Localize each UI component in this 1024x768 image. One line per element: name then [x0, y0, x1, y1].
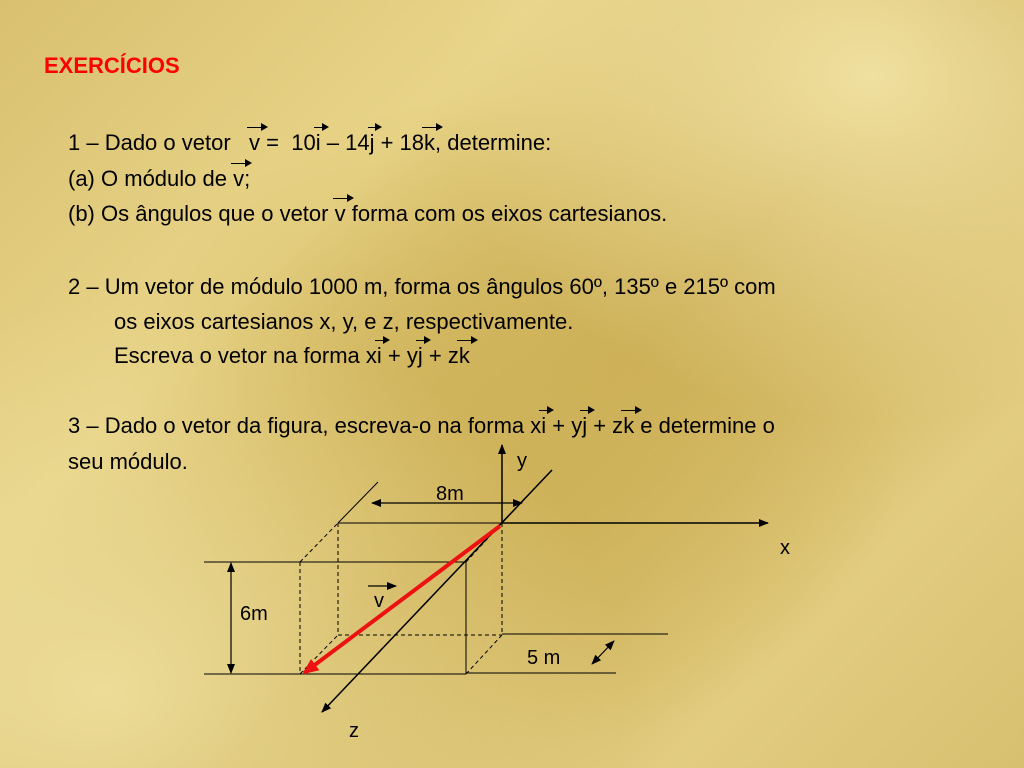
ex2-plus-y: + y — [381, 343, 418, 368]
ex3-plus-z: + z — [587, 413, 624, 438]
ex1-a-text: O módulo de — [101, 166, 227, 191]
ex2-unit-k: k — [458, 343, 470, 368]
axis-z-label: z — [349, 720, 359, 742]
ex2-line2: os eixos cartesianos x, y, e z, respectivamente. — [114, 309, 574, 334]
ex1-unit-i: i — [315, 130, 321, 155]
dim-8m-label: 8m — [436, 483, 464, 505]
dim-5m-label: 5 m — [527, 647, 561, 669]
ex1-tail: , determine: — [435, 130, 552, 155]
ex1-equals: = — [266, 130, 279, 155]
dim-6m-label: 6m — [240, 603, 268, 625]
ex3-unit-k: k — [623, 413, 635, 438]
ex1-unit-j: j — [369, 130, 375, 155]
axis-x-label: x — [780, 537, 790, 559]
slide-title: EXERCÍCIOS — [44, 53, 180, 78]
ex3-unit-j: j — [582, 413, 588, 438]
ex3-line2: seu módulo. — [68, 449, 188, 474]
ex1-coef-j: – 14 — [326, 130, 370, 155]
ex1-b-end: forma com os eixos cartesianos. — [351, 201, 668, 226]
ex1-coef-i: 10 — [291, 130, 316, 155]
ex2-plus-z: + z — [422, 343, 459, 368]
ex2-unit-j: j — [417, 343, 423, 368]
ex1-a-label: (a) — [68, 166, 95, 191]
ex1-a-vector-v: v — [233, 166, 245, 191]
ex1-intro: 1 – Dado o vetor — [68, 130, 231, 155]
ex1-vector-v: v — [249, 130, 261, 155]
ex3-line1-post: e determine o — [634, 413, 775, 438]
ex3-line1-pre: 3 – Dado o vetor da figura, escreva-o na forma x — [68, 413, 542, 438]
ex1-coef-k: + 18 — [380, 130, 425, 155]
vector-v-label: v — [374, 590, 384, 612]
ex1-b-text: (b) Os ângulos que o vetor — [68, 201, 329, 226]
ex3-unit-i: i — [541, 413, 547, 438]
ex2-line1: 2 – Um vetor de módulo 1000 m, forma os ângulos 60º, 135º e 215º com — [68, 274, 776, 299]
ex1-unit-k: k — [424, 130, 436, 155]
dim-5m-arrow — [592, 641, 614, 664]
ex1-a-end: ; — [244, 166, 251, 191]
ex1-b-vector-v: v — [334, 201, 346, 226]
extension-line — [502, 470, 552, 523]
vector-v-arrow — [304, 526, 500, 673]
ex2-unit-i: i — [376, 343, 382, 368]
axis-y-label: y — [517, 450, 527, 472]
ex3-plus-y: + y — [546, 413, 583, 438]
ex2-line3-pre: Escreva o vetor na forma x — [114, 343, 377, 368]
